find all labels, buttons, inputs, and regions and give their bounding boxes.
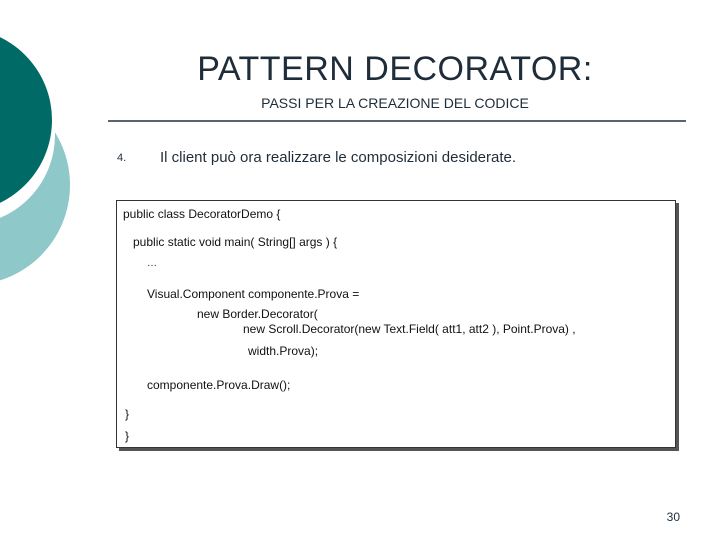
- code-line: }: [125, 429, 130, 443]
- code-line: public class DecoratorDemo {: [123, 207, 281, 221]
- code-line: width.Prova);: [248, 344, 319, 358]
- slide-title: PATTERN DECORATOR:: [197, 50, 593, 88]
- code-line: public static void main( String[] args ) {: [133, 235, 338, 249]
- list-item-number: 4.: [117, 152, 127, 164]
- title-divider: [108, 120, 686, 122]
- list-item-text: Il client può ora realizzare le composizioni desiderate.: [160, 149, 517, 166]
- code-box: [116, 200, 676, 448]
- slide-subtitle: PASSI PER LA CREAZIONE DEL CODICE: [261, 95, 529, 111]
- page-number: 30: [666, 510, 680, 524]
- code-line: …: [147, 258, 157, 269]
- code-line: new Border.Decorator(: [197, 307, 318, 321]
- decorative-circles: [0, 0, 110, 290]
- code-line: Visual.Component componente.Prova =: [147, 287, 360, 301]
- code-line: }: [125, 407, 130, 421]
- code-line: new Scroll.Decorator(new Text.Field( att1, att2 ), Point.Prova) ,: [243, 322, 576, 336]
- code-line: componente.Prova.Draw();: [147, 378, 291, 392]
